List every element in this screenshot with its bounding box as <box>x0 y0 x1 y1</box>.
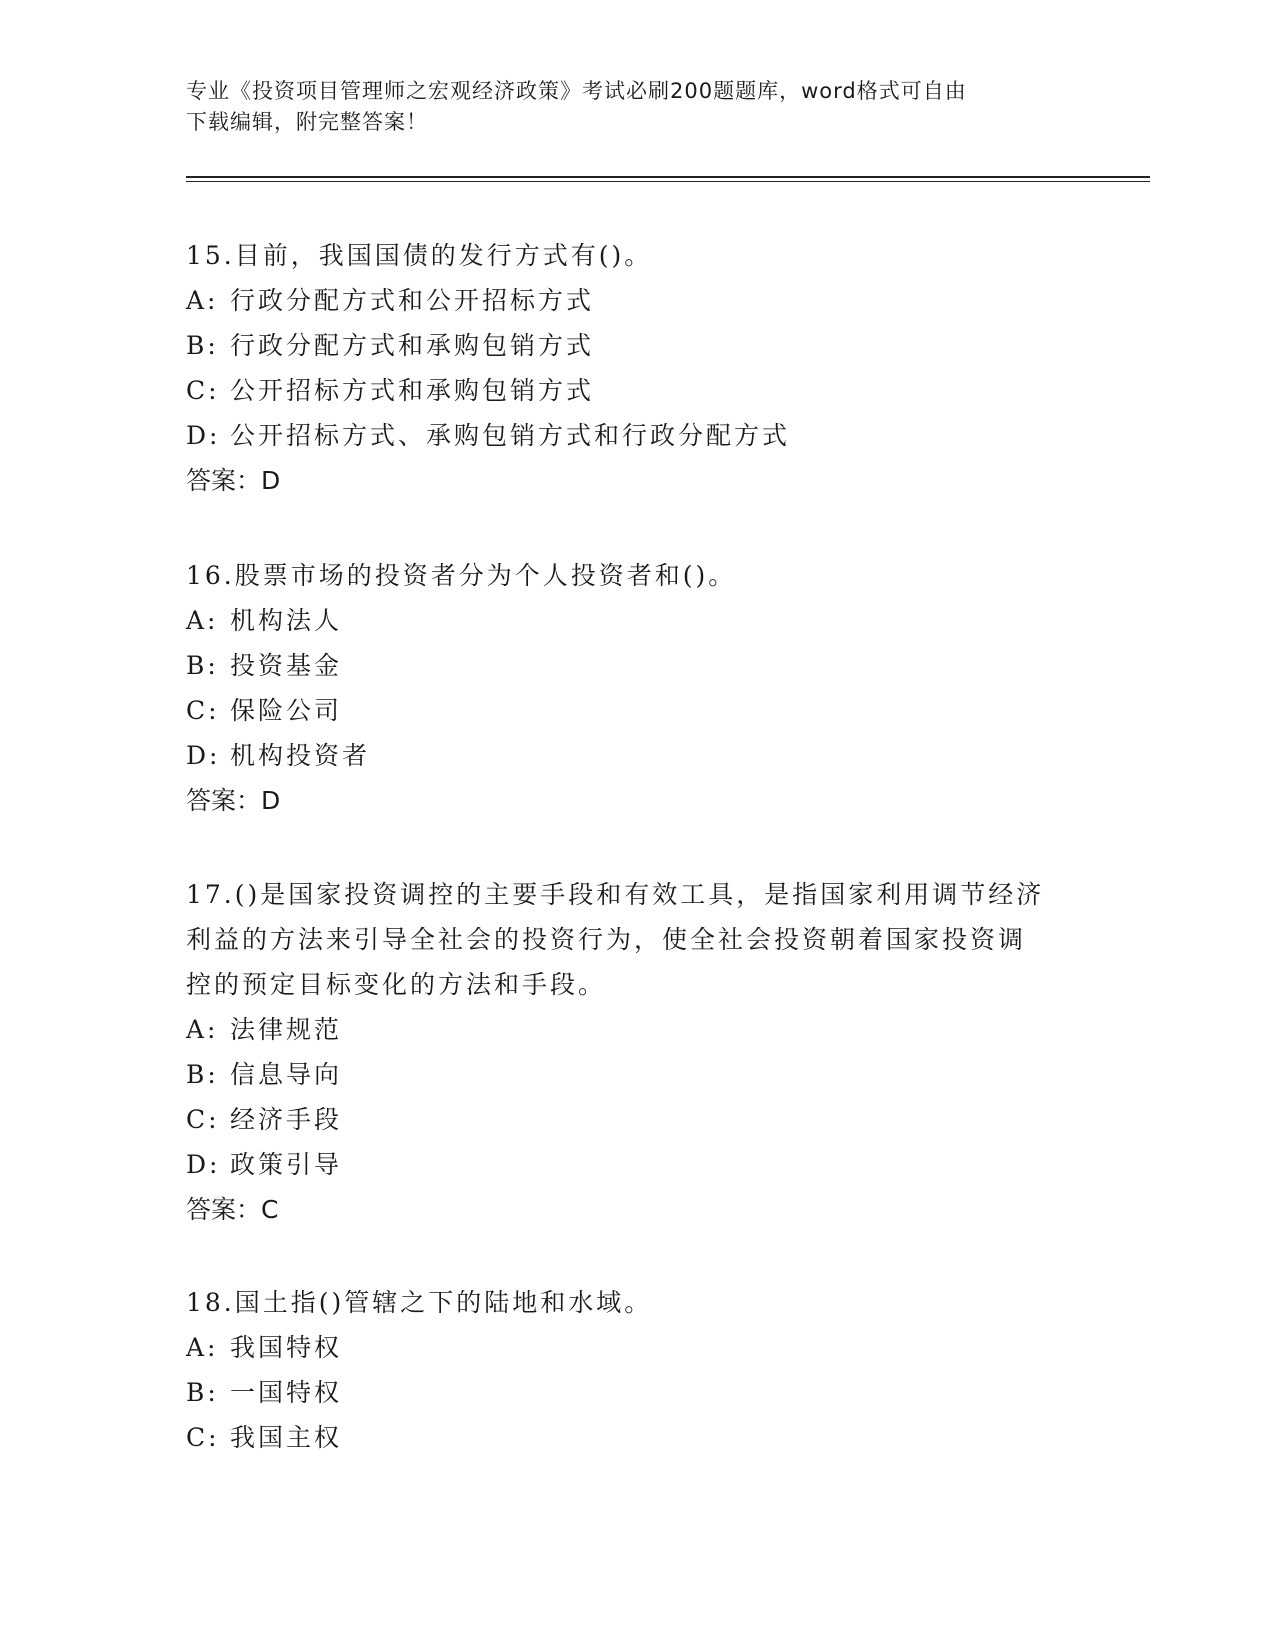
option-text: 我国主权 <box>230 1423 343 1452</box>
option-c <box>186 1415 1086 1460</box>
question-17 <box>186 872 1086 1232</box>
option-letter: B: <box>186 651 219 680</box>
option-text: 保险公司 <box>230 696 343 725</box>
option-text: 经济手段 <box>230 1105 343 1134</box>
question-stem-line-2: 利益的方法来引导全社会的投资行为，使全社会投资朝着国家投资调 <box>186 925 1027 954</box>
option-text: 政策引导 <box>230 1150 343 1179</box>
option-text: 公开招标方式、承购包销方式和行政分配方式 <box>230 421 791 450</box>
option-b <box>186 323 1086 368</box>
option-c <box>186 688 1086 733</box>
option-b <box>186 1370 1086 1415</box>
option-c <box>186 368 1086 413</box>
question-stem: 18.国土指()管辖之下的陆地和水域。 <box>186 1288 653 1317</box>
answer: 答案：D <box>186 466 281 495</box>
header-line-1: 专业《投资项目管理师之宏观经济政策》考试必刷200题题库，word格式可自由 <box>186 79 967 103</box>
option-c <box>186 1097 1086 1142</box>
question-stem-line-1: 17.()是国家投资调控的主要手段和有效工具，是指国家利用调节经济 <box>186 880 1045 909</box>
header-divider-thick <box>186 176 1150 178</box>
document-header <box>186 76 1086 138</box>
option-letter: B: <box>186 1060 219 1089</box>
question-16 <box>186 553 1086 823</box>
question-stem: 15.目前，我国国债的发行方式有()。 <box>186 241 653 270</box>
header-line-2: 下载编辑，附完整答案！ <box>186 110 428 134</box>
option-text: 一国特权 <box>230 1378 343 1407</box>
question-stem: 16.股票市场的投资者分为个人投资者和()。 <box>186 561 737 590</box>
option-d <box>186 1142 1086 1187</box>
option-letter: A: <box>186 606 219 635</box>
option-a <box>186 1325 1086 1370</box>
option-letter: C: <box>186 1423 220 1452</box>
answer: 答案：D <box>186 786 281 815</box>
option-letter: A: <box>186 286 219 315</box>
option-a <box>186 1007 1086 1052</box>
option-b <box>186 643 1086 688</box>
option-text: 我国特权 <box>230 1333 343 1362</box>
option-b <box>186 1052 1086 1097</box>
option-text: 机构投资者 <box>230 741 371 770</box>
option-d <box>186 413 1086 458</box>
option-text: 行政分配方式和承购包销方式 <box>230 331 595 360</box>
option-letter: D: <box>186 1150 221 1179</box>
option-letter: B: <box>186 1378 219 1407</box>
option-letter: D: <box>186 741 221 770</box>
option-letter: C: <box>186 376 220 405</box>
question-18 <box>186 1280 1086 1460</box>
option-letter: B: <box>186 331 219 360</box>
option-d <box>186 733 1086 778</box>
option-letter: D: <box>186 421 221 450</box>
header-divider-thin <box>186 181 1150 182</box>
answer: 答案：C <box>186 1195 279 1224</box>
option-letter: C: <box>186 696 220 725</box>
option-text: 公开招标方式和承购包销方式 <box>230 376 595 405</box>
question-15 <box>186 233 1086 503</box>
option-letter: A: <box>186 1333 219 1362</box>
option-letter: A: <box>186 1015 219 1044</box>
option-letter: C: <box>186 1105 220 1134</box>
question-stem-line-3: 控的预定目标变化的方法和手段。 <box>186 970 607 999</box>
option-text: 机构法人 <box>230 606 343 635</box>
option-text: 法律规范 <box>230 1015 343 1044</box>
option-text: 行政分配方式和公开招标方式 <box>230 286 595 315</box>
option-a <box>186 278 1086 323</box>
option-text: 信息导向 <box>230 1060 343 1089</box>
option-text: 投资基金 <box>230 651 343 680</box>
option-a <box>186 598 1086 643</box>
